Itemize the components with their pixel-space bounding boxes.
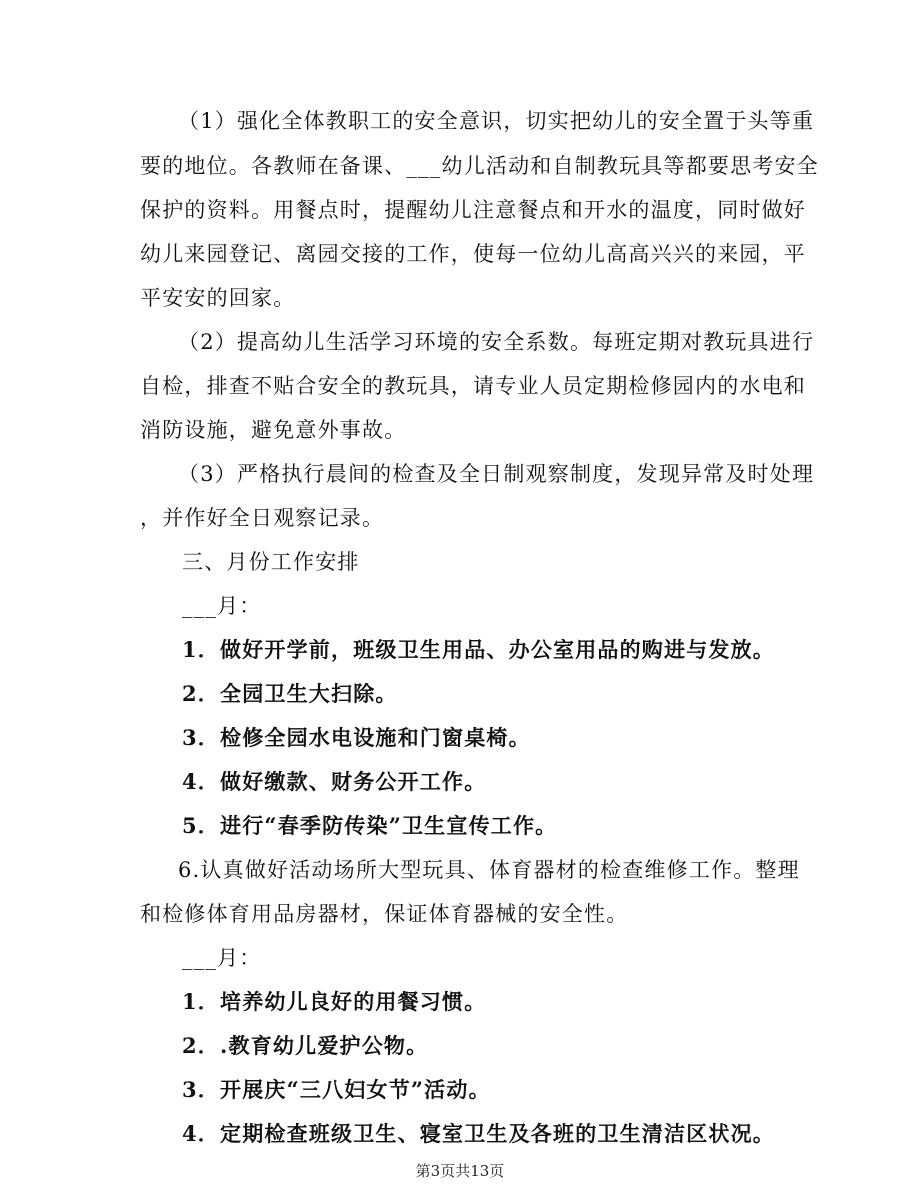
month2-item-4: 4．定期检查班级卫生、寝室卫生及各班的卫生清洁区状况。 [182, 1121, 776, 1146]
month2-item-2: 2．.教育幼儿爱护公物。 [182, 1033, 429, 1058]
item6-line1: 6.认真做好活动场所大型玩具、体育器材的检查维修工作。整理 [178, 858, 800, 882]
para1-line2: 要的地位。各教师在备课、___幼儿活动和自制教玩具等都要思考安全 [140, 154, 819, 178]
para3-line1: （3）严格执行晨间的检查及全日制观察制度，发现异常及时处理 [178, 462, 815, 486]
para2-line1: （2）提高幼儿生活学习环境的安全系数。每班定期对教玩具进行 [178, 330, 815, 354]
month2-item-1: 1．培养幼儿良好的用餐习惯。 [182, 989, 487, 1014]
para1-line4: 幼儿来园登记、离园交接的工作，使每一位幼儿高高兴兴的来园，平 [140, 242, 806, 266]
month1-item-2: 2．全园卫生大扫除。 [182, 681, 398, 706]
para3-line2: ，并作好全日观察记录。 [140, 506, 385, 530]
para2-line3: 消防设施，避免意外事故。 [140, 418, 407, 442]
item6-line2: 和检修体育用品房器材，保证体育器械的安全性。 [140, 902, 629, 926]
month1-item-5: 5．进行“春季防传染”卫生宣传工作。 [182, 813, 558, 838]
month2-label: ___月： [182, 946, 262, 970]
month1-label: ___月： [182, 594, 262, 618]
para1-line3: 保护的资料。用餐点时，提醒幼儿注意餐点和开水的温度，同时做好 [140, 198, 806, 222]
month1-item-3: 3．检修全园水电设施和门窗桌椅。 [182, 725, 531, 750]
para1-line1: （1）强化全体教职工的安全意识，切实把幼儿的安全置于头等重 [178, 109, 815, 133]
month1-item-4: 4．做好缴款、财务公开工作。 [182, 769, 487, 794]
page-footer: 第3页共13页 [415, 1162, 505, 1180]
para1-line5: 平安安的回家。 [140, 286, 296, 310]
section-heading: 三、月份工作安排 [182, 550, 360, 574]
month1-item-1: 1．做好开学前，班级卫生用品、办公室用品的购进与发放。 [182, 637, 776, 662]
month2-item-3: 3．开展庆“三八妇女节”活动。 [182, 1077, 491, 1102]
para2-line2: 自检，排查不贴合安全的教玩具，请专业人员定期检修园内的水电和 [140, 374, 806, 398]
